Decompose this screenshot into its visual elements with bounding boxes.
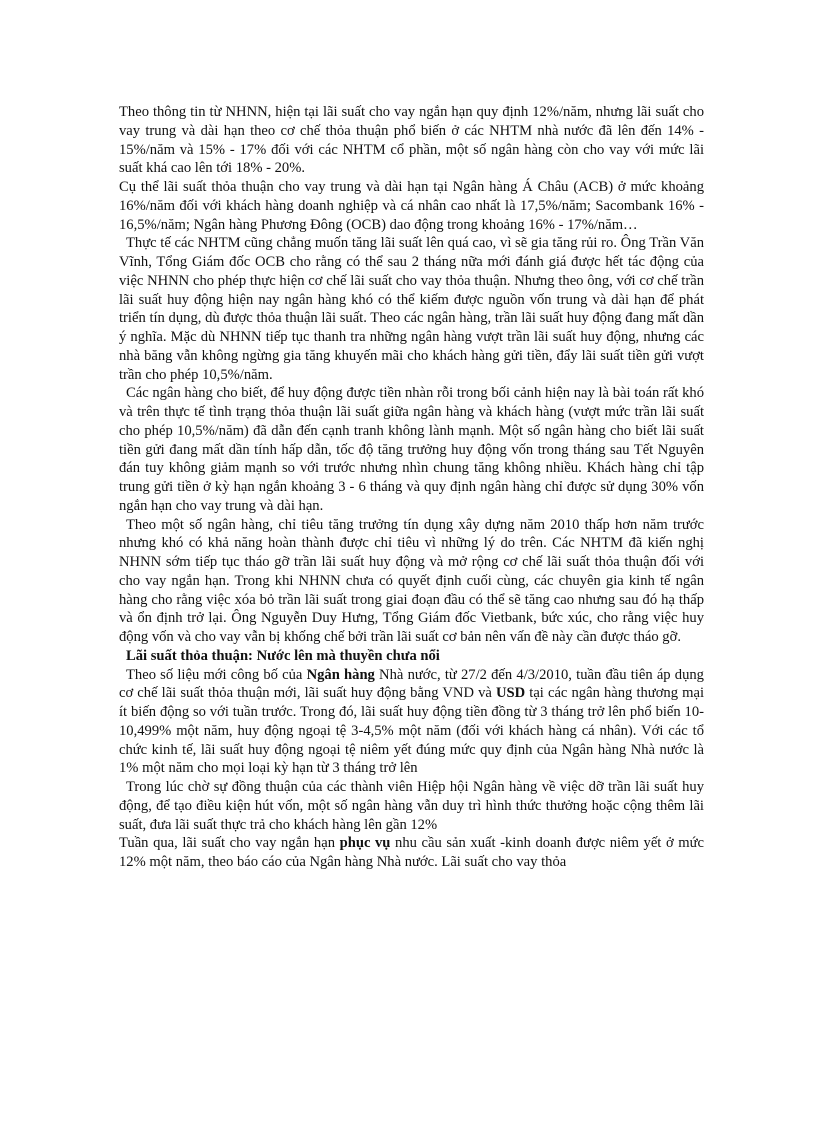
paragraph-credit-growth: Theo một số ngân hàng, chỉ tiêu tăng trưởng tín dụng xây dựng năm 2010 thấp hơn năm trước nhưng khó có khả năng hoàn thành được chỉ tiêu vì những lý do trên. Các NHTM đã kiến nghị NHNN sớm tiếp tục tháo gỡ trần lãi suất huy động và mở rộng cơ chế lãi suất thỏa thuận đối với cho vay ngắn hạn. Trong khi NHNN chưa có quyết định cuối cùng, các chuyên gia kinh tế ngân hàng cho rằng việc xóa bỏ trần lãi suất trong giai đoạn đầu có thể sẽ tăng cao nhưng sau đó hạ thấp và ổn định trở lại. Ông Nguyễn Duy Hưng, Tổng Giám đốc Vietbank, bức xúc, cho rằng việc huy động vốn và cho vay vẫn bị khống chế bởi trần lãi suất cơ bản nên vấn đề này cần được tháo gỡ.	[119, 516, 704, 645]
bold-link-text: Ngân hàng	[306, 666, 375, 683]
paragraph-state-bank-data	[119, 666, 704, 779]
paragraph-lending-rates: Theo thông tin từ NHNN, hiện tại lãi suất cho vay ngắn hạn quy định 12%/năm, nhưng lãi suất cho vay trung và dài hạn theo cơ chế thỏa thuận phổ biến ở các NHTM nhà nước đã lên đến 14% - 15%/năm và 15% - 17% đối với các NHTM cổ phần, một số ngân hàng còn cho vay với mức lãi suất khá cao lên tới 18% - 20%.	[119, 104, 704, 177]
bold-link-text: USD	[495, 685, 526, 702]
text-segment: nhu cầu sản xuất -kinh doanh được niêm yết ở mức 12% một năm, theo báo cáo của Ngân hàng Nhà nước. Lãi suất cho vay thỏa	[119, 835, 704, 870]
article-body	[119, 103, 704, 872]
paragraph-acb-rates: Cụ thể lãi suất thỏa thuận cho vay trung và dài hạn tại Ngân hàng Á Châu (ACB) ở mức khoảng 16%/năm đối với khách hàng doanh nghiệp và cá nhân cao nhất là 17,5%/năm; Sacombank 16% - 16,5%/năm; Ngân hàng Phương Đông (OCB) dao động trong khoảng 16% - 17%/năm…	[119, 179, 704, 233]
bold-link-text: phục vụ	[339, 835, 391, 852]
paragraph-ocb-opinion: Thực tế các NHTM cũng chẳng muốn tăng lãi suất lên quá cao, vì sẽ gia tăng rủi ro. Ông Trần Văn Vĩnh, Tổng Giám đốc OCB cho rằng có thể sau 2 tháng nữa mới đánh giá được hết tác động của việc NHNN cho phép thực hiện cơ chế lãi suất cho vay thỏa thuận. Nhưng theo ông, với cơ chế trần lãi suất huy động hiện nay ngân hàng khó có thể kiếm được nguồn vốn trung và dài hạn để phát triển tín dụng, dù được thỏa thuận lãi suất. Theo các ngân hàng, trần lãi suất huy động đang mất dần ý nghĩa. Mặc dù NHNN tiếp tục thanh tra những ngân hàng vượt trần lãi suất huy động, nhưng các nhà băng vẫn không ngừng gia tăng khuyến mãi cho khách hàng gửi tiền, đẩy lãi suất tiền gửi vượt trần cho phép 10,5%/năm.	[119, 235, 704, 383]
text-segment: tại các ngân hàng thương mại ít biến động so với tuần trước. Trong đó, lãi suất huy động tiền đồng từ 3 tháng trở lên phổ biến 10-10,499% một năm, huy động ngoại tệ 3-4,5% một năm (đối với khách hàng cá nhân). Với các tổ chức kinh tế, lãi suất huy động ngoại tệ niêm yết đúng mức quy định của Ngân hàng Nhà nước là 1% một năm cho mọi loại kỳ hạn từ 3 tháng trở lên	[119, 685, 704, 777]
text-segment: Nhà nước, từ 27/2 đến 4/3/2010, tuần đầu tiên áp dụng cơ chế lãi suất thỏa thuận mới, lãi suất huy động bằng VND và	[119, 666, 704, 702]
paragraph-short-term-lending	[119, 834, 704, 872]
text-segment: Theo số liệu mới công bố của	[126, 666, 307, 683]
paragraph-bank-competition: Các ngân hàng cho biết, để huy động được tiền nhàn rỗi trong bối cảnh hiện nay là bài toán rất khó và trên thực tế tình trạng thỏa thuận lãi suất giữa ngân hàng và khách hàng (vượt mức trần lãi suất cho phép 10,5%/năm) đã dẫn đến cạnh tranh không lành mạnh. Một số ngân hàng cho biết lãi suất tiền gửi đang mất dần tính hấp dẫn, tốc độ tăng trưởng huy động vốn trong tháng sau Tết Nguyên đán tuy không giảm mạnh so với trước nhưng nhìn chung tăng không nhiều. Khách hàng chỉ tập trung gửi tiền ở kỳ hạn ngắn khoảng 3 - 6 tháng và quy định ngân hàng chỉ được sử dụng 30% vốn ngắn hạn cho vay trung và dài hạn.	[119, 385, 704, 514]
text-segment: Tuần qua, lãi suất cho vay ngắn hạn	[119, 835, 340, 852]
section-heading: Lãi suất thỏa thuận: Nước lên mà thuyền chưa nổi	[126, 647, 440, 664]
paragraph-association-consensus: Trong lúc chờ sự đồng thuận của các thành viên Hiệp hội Ngân hàng về việc dỡ trần lãi suất huy động, để tạo điều kiện hút vốn, một số ngân hàng vẫn duy trì hình thức thưởng hoặc cộng thêm lãi suất, đưa lãi suất thực trả cho khách hàng lên gần 12%	[119, 779, 704, 833]
